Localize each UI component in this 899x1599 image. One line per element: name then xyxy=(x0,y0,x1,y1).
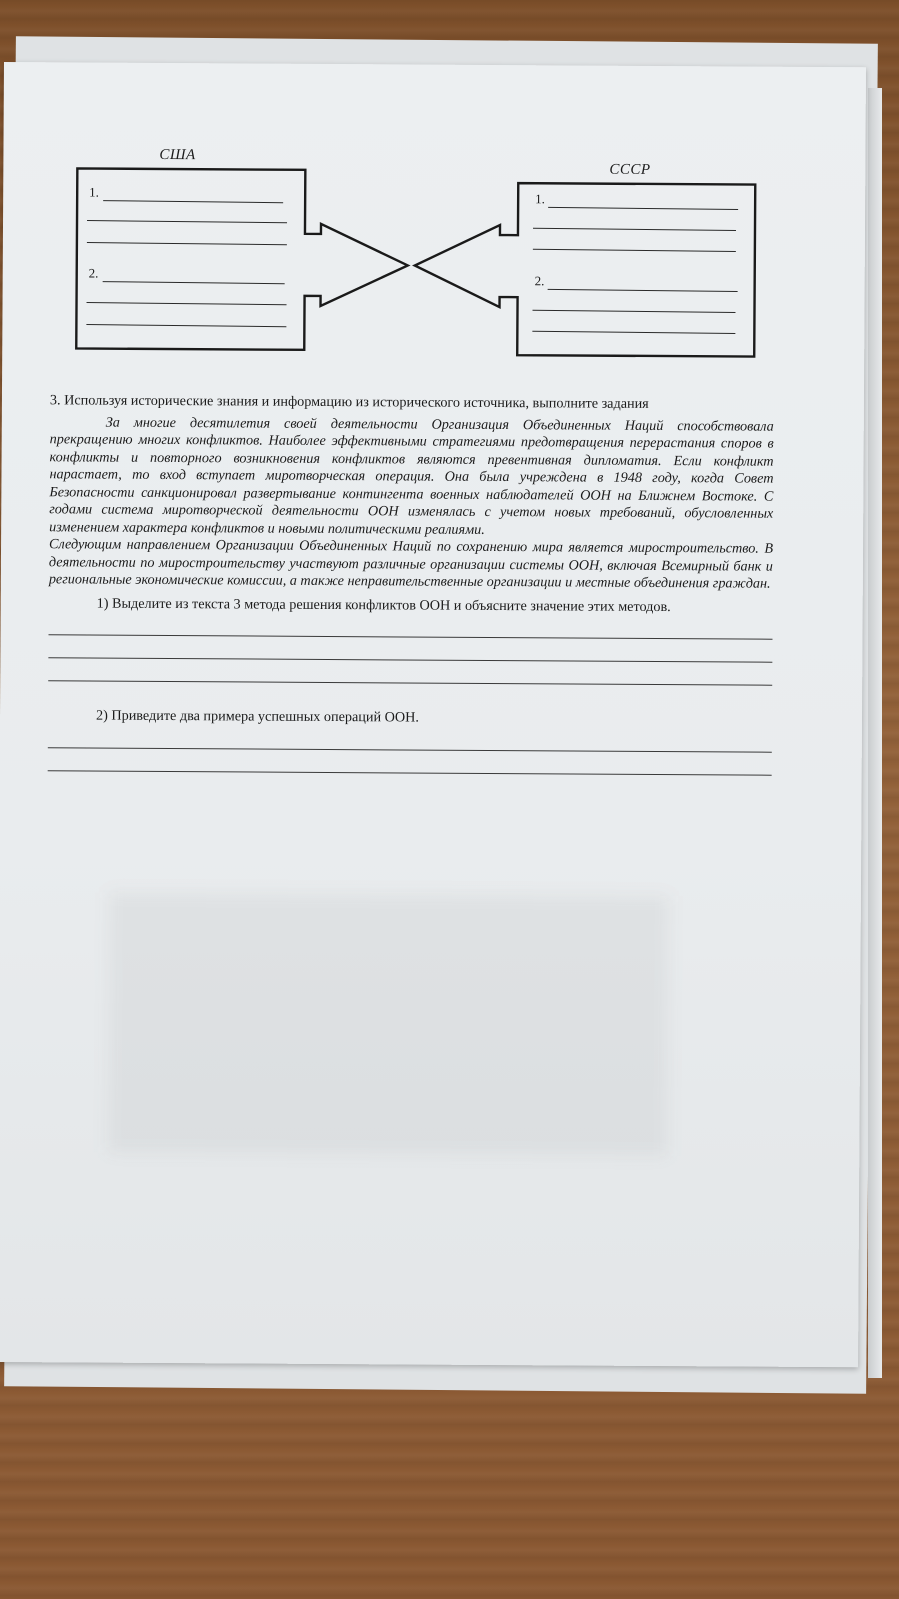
bleed-through-shadow xyxy=(107,893,669,1156)
ussr-answer-lines xyxy=(532,207,738,333)
question-2-text: 2) Приведите два примера успешных операций ООН. xyxy=(95,707,419,726)
usa-label: США xyxy=(159,146,196,164)
worksheet-page xyxy=(0,62,866,1367)
diagram-shapes xyxy=(2,62,866,397)
sheet-stack-edge xyxy=(868,88,882,1378)
source-paragraph-2: Следующим направлением Организации Объединенных Наций по сохранению мира является миростроительство. В деятельности по миростроительству участвуют различные организации системы ООН, включая Всемирный банк и региональные экономические комиссии, а также неправительственные организации и местные объединения граждан. xyxy=(48,536,774,592)
source-paragraph-1 xyxy=(49,414,774,541)
answer-line[interactable] xyxy=(48,748,772,775)
ussr-item-2-number: 2. xyxy=(534,273,545,289)
usa-ussr-diagram xyxy=(2,62,866,397)
question-1-text: 1) Выделите из текста 3 метода решения конфликтов ООН и объясните значение этих методов. xyxy=(96,595,671,615)
task-heading: 3. Используя исторические знания и информацию из исторического источника, выполните задания xyxy=(49,392,649,412)
usa-box-arrow xyxy=(76,168,408,350)
source-paragraph-1-text: За многие десятилетия своей деятельности Организация Объединенных Наций способствовала прекращению многих конфликтов. Наиболее эффективными стратегиями предотвращения перерастания споров в конфликты и повторного возникновения конфликтов являются превентивная дипломатия. Если конфликт нарастает, то вход вступает миротворческая операция. Она была учреждена в 1948 году, когда Совет Безопасности санкционировал развертывание контингента военных наблюдателей ООН на Ближнем Востоке. С годами система миротворческой деятельности ООН изменялась с учетом новых требований, обусловленных изменением характера конфликтов и новыми политическими реалиями. xyxy=(49,414,774,538)
ussr-label: СССР xyxy=(609,161,651,178)
usa-item-2-number: 2. xyxy=(88,265,99,281)
usa-answer-lines xyxy=(86,201,287,327)
task-3 xyxy=(48,392,774,775)
ussr-item-1-number: 1. xyxy=(535,191,545,207)
usa-item-1-number: 1. xyxy=(89,184,100,200)
